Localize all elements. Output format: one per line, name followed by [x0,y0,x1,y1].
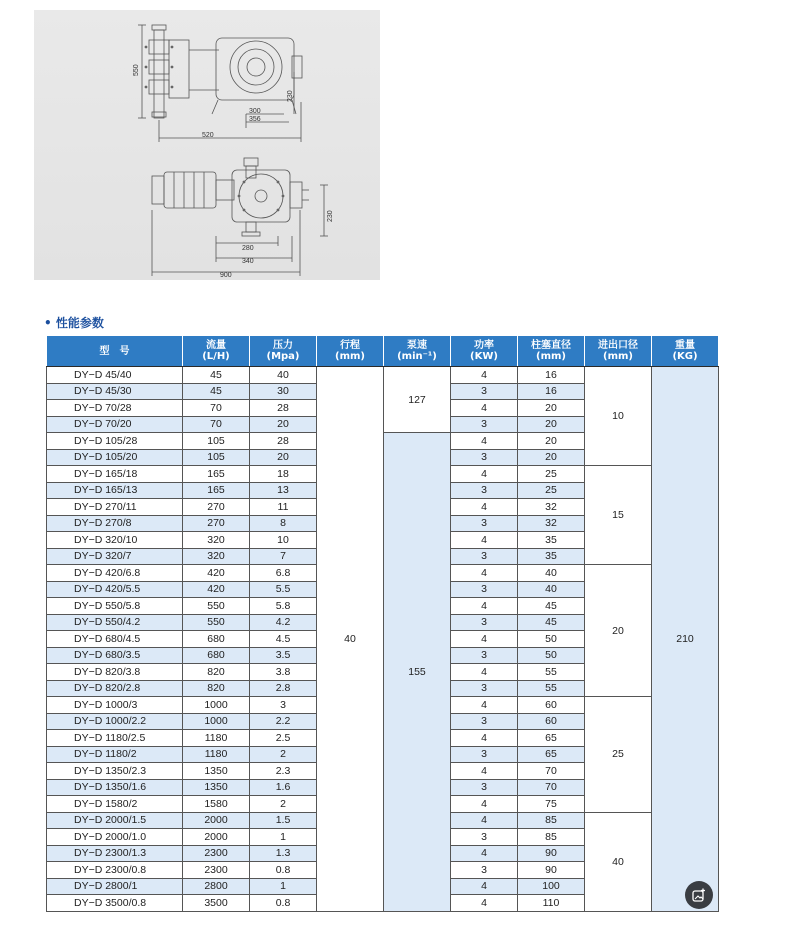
pressure-cell: 2.5 [250,730,317,747]
col-port: 进出口径 (mm) [585,336,652,367]
plunger-cell: 35 [518,548,585,565]
pressure-cell: 1.6 [250,779,317,796]
technical-drawing [34,10,380,280]
plunger-cell: 55 [518,664,585,681]
plunger-cell: 20 [518,449,585,466]
image-edit-icon [692,888,706,902]
flow-cell: 820 [183,680,250,697]
power-cell: 4 [451,812,518,829]
model-cell: DY−D 320/10 [47,532,183,549]
pressure-cell: 2 [250,746,317,763]
plunger-cell: 40 [518,581,585,598]
flow-cell: 820 [183,664,250,681]
dim-280: 280 [242,245,254,252]
model-cell: DY−D 2000/1.5 [47,812,183,829]
model-cell: DY−D 270/8 [47,515,183,532]
flow-cell: 105 [183,449,250,466]
col-pressure: 压力 (Mpa) [250,336,317,367]
power-cell: 4 [451,631,518,648]
dim-900: 900 [220,272,232,279]
plunger-cell: 100 [518,878,585,895]
power-cell: 4 [451,697,518,714]
plunger-cell: 90 [518,862,585,879]
flow-cell: 1350 [183,779,250,796]
pressure-cell: 6.8 [250,565,317,582]
pressure-cell: 4.2 [250,614,317,631]
weight-merged-cell: 210 [652,367,719,912]
col-power: 功率 (KW) [451,336,518,367]
power-cell: 3 [451,416,518,433]
plunger-cell: 35 [518,532,585,549]
image-edit-button[interactable] [685,881,713,909]
dim-300: 300 [249,108,261,115]
model-cell: DY−D 45/30 [47,383,183,400]
power-cell: 4 [451,895,518,912]
model-cell: DY−D 680/4.5 [47,631,183,648]
dim-340: 340 [242,258,254,265]
performance-table [46,335,719,912]
plunger-cell: 32 [518,515,585,532]
flow-cell: 2300 [183,862,250,879]
model-cell: DY−D 45/40 [47,367,183,384]
plunger-cell: 50 [518,631,585,648]
flow-cell: 420 [183,565,250,582]
model-cell: DY−D 1580/2 [47,796,183,813]
flow-cell: 680 [183,647,250,664]
pressure-cell: 0.8 [250,862,317,879]
pressure-cell: 8 [250,515,317,532]
flow-cell: 70 [183,400,250,417]
flow-cell: 3500 [183,895,250,912]
plunger-cell: 20 [518,416,585,433]
model-cell: DY−D 2000/1.0 [47,829,183,846]
plunger-cell: 20 [518,433,585,450]
pressure-cell: 2.2 [250,713,317,730]
model-cell: DY−D 3500/0.8 [47,895,183,912]
plunger-cell: 45 [518,598,585,615]
power-cell: 4 [451,598,518,615]
power-cell: 3 [451,713,518,730]
flow-cell: 420 [183,581,250,598]
power-cell: 3 [451,746,518,763]
model-cell: DY−D 1180/2.5 [47,730,183,747]
plunger-cell: 70 [518,779,585,796]
plunger-cell: 90 [518,845,585,862]
pressure-cell: 4.5 [250,631,317,648]
flow-cell: 2000 [183,829,250,846]
power-cell: 3 [451,383,518,400]
power-cell: 3 [451,779,518,796]
pressure-cell: 1.3 [250,845,317,862]
pressure-cell: 5.8 [250,598,317,615]
pressure-cell: 11 [250,499,317,516]
model-cell: DY−D 1350/2.3 [47,763,183,780]
flow-cell: 45 [183,367,250,384]
pressure-cell: 20 [250,449,317,466]
model-cell: DY−D 165/13 [47,482,183,499]
power-cell: 4 [451,565,518,582]
plunger-cell: 55 [518,680,585,697]
plunger-cell: 60 [518,713,585,730]
plunger-cell: 60 [518,697,585,714]
plunger-cell: 32 [518,499,585,516]
plunger-cell: 45 [518,614,585,631]
flow-cell: 70 [183,416,250,433]
power-cell: 4 [451,730,518,747]
col-plunger: 柱塞直径 (mm) [518,336,585,367]
power-cell: 4 [451,433,518,450]
col-weight: 重量 (KG) [652,336,719,367]
flow-cell: 270 [183,499,250,516]
flow-cell: 165 [183,466,250,483]
port-merged-cell: 15 [585,466,652,565]
pressure-cell: 18 [250,466,317,483]
speed-merged-cell: 155 [384,433,451,912]
power-cell: 4 [451,796,518,813]
model-cell: DY−D 270/11 [47,499,183,516]
model-cell: DY−D 2300/1.3 [47,845,183,862]
power-cell: 3 [451,614,518,631]
plunger-cell: 20 [518,400,585,417]
plunger-cell: 16 [518,367,585,384]
flow-cell: 1180 [183,746,250,763]
pressure-cell: 40 [250,367,317,384]
power-cell: 4 [451,400,518,417]
dim-520: 520 [202,132,214,139]
flow-cell: 105 [183,433,250,450]
pressure-cell: 7 [250,548,317,565]
col-flow: 流量 (L/H) [183,336,250,367]
model-cell: DY−D 70/20 [47,416,183,433]
plunger-cell: 85 [518,829,585,846]
model-cell: DY−D 420/6.8 [47,565,183,582]
col-stroke: 行程 (mm) [317,336,384,367]
power-cell: 4 [451,367,518,384]
power-cell: 4 [451,466,518,483]
model-cell: DY−D 1350/1.6 [47,779,183,796]
pressure-cell: 1 [250,829,317,846]
plunger-cell: 75 [518,796,585,813]
flow-cell: 45 [183,383,250,400]
port-merged-cell: 40 [585,812,652,911]
plunger-cell: 25 [518,466,585,483]
power-cell: 3 [451,482,518,499]
model-cell: DY−D 2800/1 [47,878,183,895]
model-cell: DY−D 1000/2.2 [47,713,183,730]
pressure-cell: 10 [250,532,317,549]
model-cell: DY−D 165/18 [47,466,183,483]
pressure-cell: 13 [250,482,317,499]
power-cell: 4 [451,499,518,516]
port-merged-cell: 20 [585,565,652,697]
plunger-cell: 85 [518,812,585,829]
col-speed: 泵速 (min⁻¹) [384,336,451,367]
power-cell: 4 [451,878,518,895]
flow-cell: 550 [183,614,250,631]
flow-cell: 270 [183,515,250,532]
dim-230-bottom: 230 [327,210,334,222]
dim-550: 550 [133,64,140,76]
flow-cell: 680 [183,631,250,648]
pressure-cell: 0.8 [250,895,317,912]
power-cell: 3 [451,647,518,664]
flow-cell: 1000 [183,697,250,714]
flow-cell: 2000 [183,812,250,829]
dim-356: 356 [249,116,261,123]
flow-cell: 1580 [183,796,250,813]
section-title: • 性能参数 [44,316,104,330]
plunger-cell: 16 [518,383,585,400]
plunger-cell: 65 [518,746,585,763]
model-cell: DY−D 1180/2 [47,746,183,763]
plunger-cell: 65 [518,730,585,747]
power-cell: 3 [451,829,518,846]
table-header [47,336,719,367]
flow-cell: 1000 [183,713,250,730]
model-cell: DY−D 105/28 [47,433,183,450]
power-cell: 4 [451,845,518,862]
power-cell: 3 [451,862,518,879]
plunger-cell: 50 [518,647,585,664]
stroke-merged-cell: 40 [317,367,384,912]
plunger-cell: 25 [518,482,585,499]
model-cell: DY−D 320/7 [47,548,183,565]
power-cell: 4 [451,532,518,549]
pressure-cell: 20 [250,416,317,433]
flow-cell: 320 [183,548,250,565]
port-merged-cell: 25 [585,697,652,813]
pressure-cell: 3.5 [250,647,317,664]
pressure-cell: 2.3 [250,763,317,780]
pressure-cell: 28 [250,400,317,417]
pressure-cell: 30 [250,383,317,400]
flow-cell: 1180 [183,730,250,747]
model-cell: DY−D 550/5.8 [47,598,183,615]
pressure-cell: 28 [250,433,317,450]
pressure-cell: 2 [250,796,317,813]
col-model: 型 号 [47,336,183,367]
pressure-cell: 1 [250,878,317,895]
model-cell: DY−D 820/3.8 [47,664,183,681]
speed-merged-cell: 127 [384,367,451,433]
model-cell: DY−D 680/3.5 [47,647,183,664]
plunger-cell: 110 [518,895,585,912]
flow-cell: 1350 [183,763,250,780]
pressure-cell: 3.8 [250,664,317,681]
flow-cell: 2300 [183,845,250,862]
pressure-cell: 5.5 [250,581,317,598]
port-merged-cell: 10 [585,367,652,466]
flow-cell: 550 [183,598,250,615]
plunger-cell: 40 [518,565,585,582]
plunger-cell: 70 [518,763,585,780]
flow-cell: 320 [183,532,250,549]
power-cell: 3 [451,449,518,466]
model-cell: DY−D 70/28 [47,400,183,417]
power-cell: 3 [451,680,518,697]
power-cell: 4 [451,664,518,681]
model-cell: DY−D 420/5.5 [47,581,183,598]
power-cell: 4 [451,763,518,780]
power-cell: 3 [451,515,518,532]
model-cell: DY−D 2300/0.8 [47,862,183,879]
pressure-cell: 2.8 [250,680,317,697]
table-row [47,367,719,384]
pressure-cell: 1.5 [250,812,317,829]
power-cell: 3 [451,548,518,565]
flow-cell: 165 [183,482,250,499]
pressure-cell: 3 [250,697,317,714]
flow-cell: 2800 [183,878,250,895]
model-cell: DY−D 1000/3 [47,697,183,714]
power-cell: 3 [451,581,518,598]
model-cell: DY−D 550/4.2 [47,614,183,631]
dim-230-top: 230 [287,90,294,102]
model-cell: DY−D 820/2.8 [47,680,183,697]
model-cell: DY−D 105/20 [47,449,183,466]
